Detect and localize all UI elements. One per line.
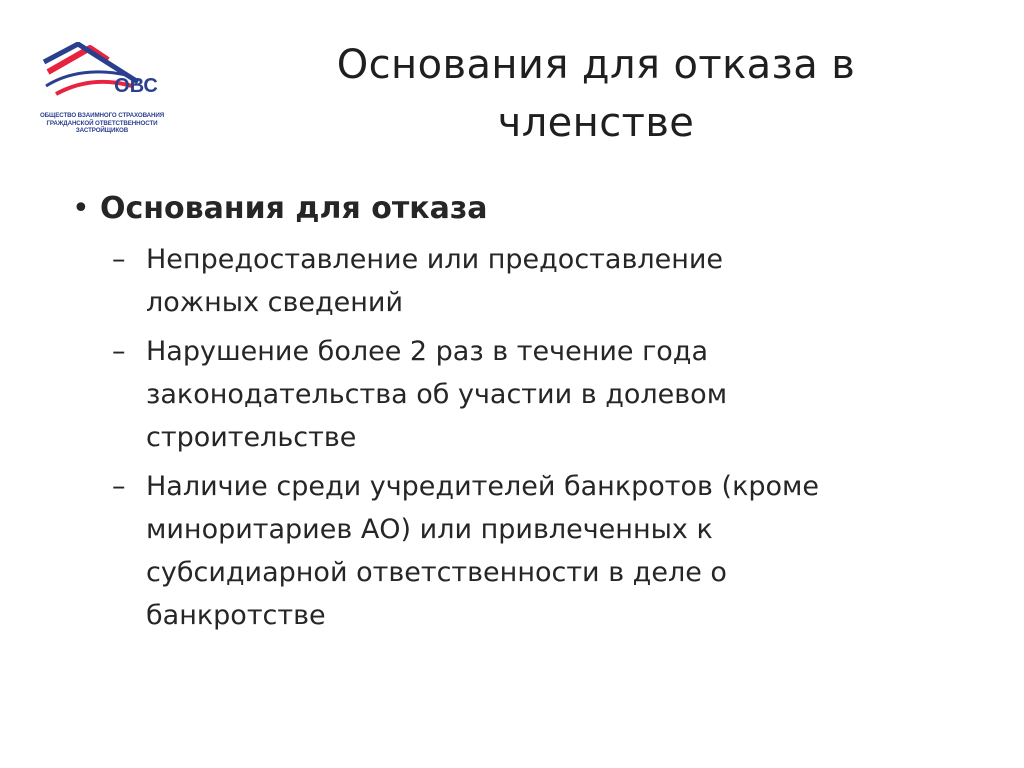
logo-caption-line: ЗАСТРОЙЩИКОВ [75,127,129,135]
bullet-icon: • [72,191,90,226]
list-item-text [146,330,727,459]
list-item-line: субсидиарной ответственности в деле о [146,557,727,588]
list-item-line: ложных сведений [146,287,404,318]
list-item-line: Нарушение более 2 раз в течение года [146,336,709,367]
list-item [112,238,972,324]
company-logo [38,42,166,142]
list-item-line: Непредоставление или предоставление [146,244,724,275]
list-item [112,330,972,459]
list-item-line: строительстве [146,422,357,453]
list-item-text [146,465,819,637]
title-line: членстве [497,100,695,146]
title-line: Основания для отказа в [336,42,856,88]
slide-title [260,36,932,152]
logo-caption [38,112,166,135]
dash-icon: – [112,336,126,367]
logo-roof-icon [38,42,166,112]
logo-caption-line: ОБЩЕСТВО ВЗАИМНОГО СТРАХОВАНИЯ [39,112,165,119]
slide-content [72,188,972,643]
list-heading-item [72,188,972,230]
list-item-line: миноритариев АО) или привлеченных к [146,514,713,545]
list-item [112,465,972,637]
list-item-line: Наличие среди учредителей банкротов (кроме [146,471,820,502]
dash-icon: – [112,471,126,502]
list-heading: Основания для отказа [100,191,488,226]
list-item-text [146,238,723,324]
list-item-line: банкротстве [146,600,326,631]
logo-caption-line: ГРАЖДАНСКОЙ ОТВЕТСТВЕННОСТИ [46,119,158,127]
list-item-line: законодательства об участии в долевом [146,379,728,410]
logo-abbreviation: ОВС [114,75,158,97]
dash-icon: – [112,244,126,275]
